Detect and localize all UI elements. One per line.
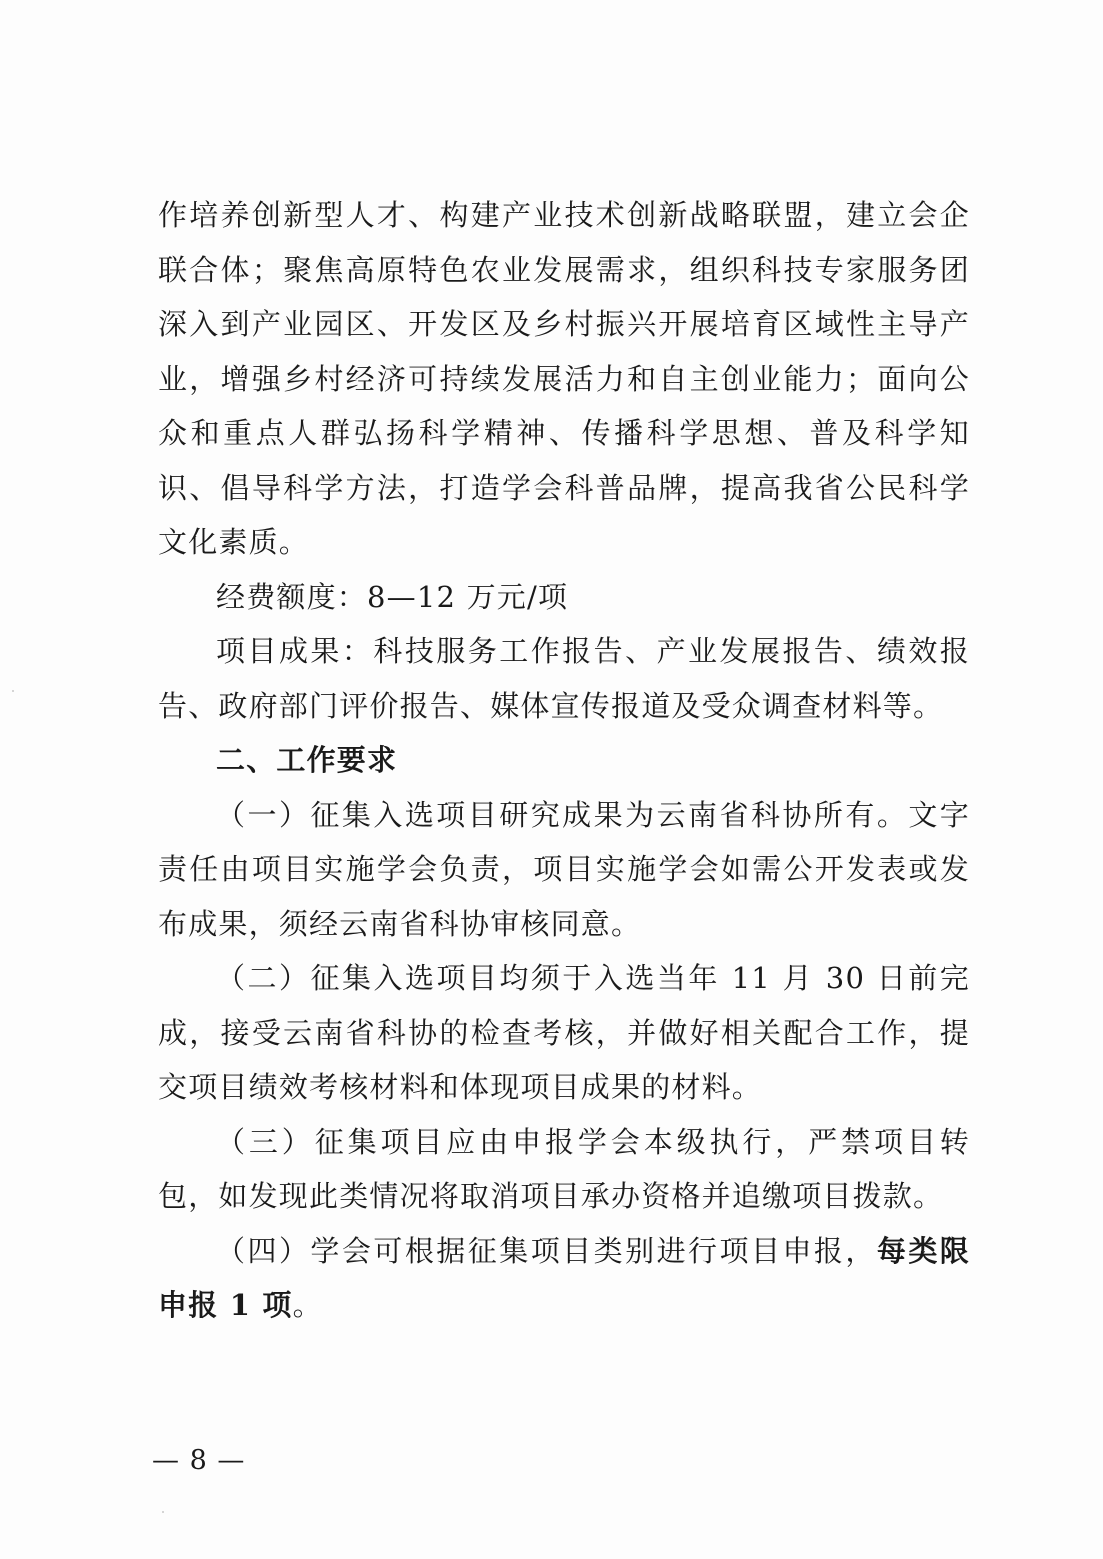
requirement-4-prefix: （四）学会可根据征集项目类别进行项目申报， [216, 1233, 877, 1268]
requirement-4-bold: 每类限申报 1 项 [158, 1233, 970, 1322]
paragraph-outcomes: 项目成果：科技服务工作报告、产业发展报告、绩效报告、政府部门评价报告、媒体宣传报道及受众调查材料等。 [158, 634, 970, 723]
requirement-4-suffix: 。 [292, 1288, 323, 1322]
scan-speck [12, 690, 14, 692]
scan-speck [162, 1511, 164, 1513]
requirement-3: （三）征集项目应由申报学会本级执行，严禁项目转包，如发现此类情况将取消项目承办资格并追缴项目拨款。 [158, 1124, 970, 1213]
requirement-1: （一）征集入选项目研究成果为云南省科协所有。文字责任由项目实施学会负责，项目实施学会如需公开发表或发布成果，须经云南省科协审核同意。 [158, 797, 970, 941]
requirement-4 [158, 1224, 970, 1333]
paragraph-funding: 经费额度：8—12 万元/项 [216, 579, 569, 614]
paragraph-continuation: 作培养创新型人才、构建产业技术创新战略联盟，建立会企联合体；聚焦高原特色农业发展需求，组织科技专家服务团深入到产业园区、开发区及乡村振兴开展培育区域性主导产业，增强乡村经济可持续发展活力和自主创业能力；面向公众和重点人群弘扬科学精神、传播科学思想、普及科学知识、倡导科学方法，打造学会科普品牌，提高我省公民科学文化素质。 [158, 198, 970, 559]
section-heading: 二、工作要求 [216, 743, 398, 777]
page-number: — 8 — [152, 1445, 246, 1476]
requirement-2: （二）征集入选项目均须于入选当年 11 月 30 日前完成，接受云南省科协的检查考核，并做好相关配合工作，提交项目绩效考核材料和体现项目成果的材料。 [158, 961, 970, 1104]
document-body [158, 188, 970, 1333]
